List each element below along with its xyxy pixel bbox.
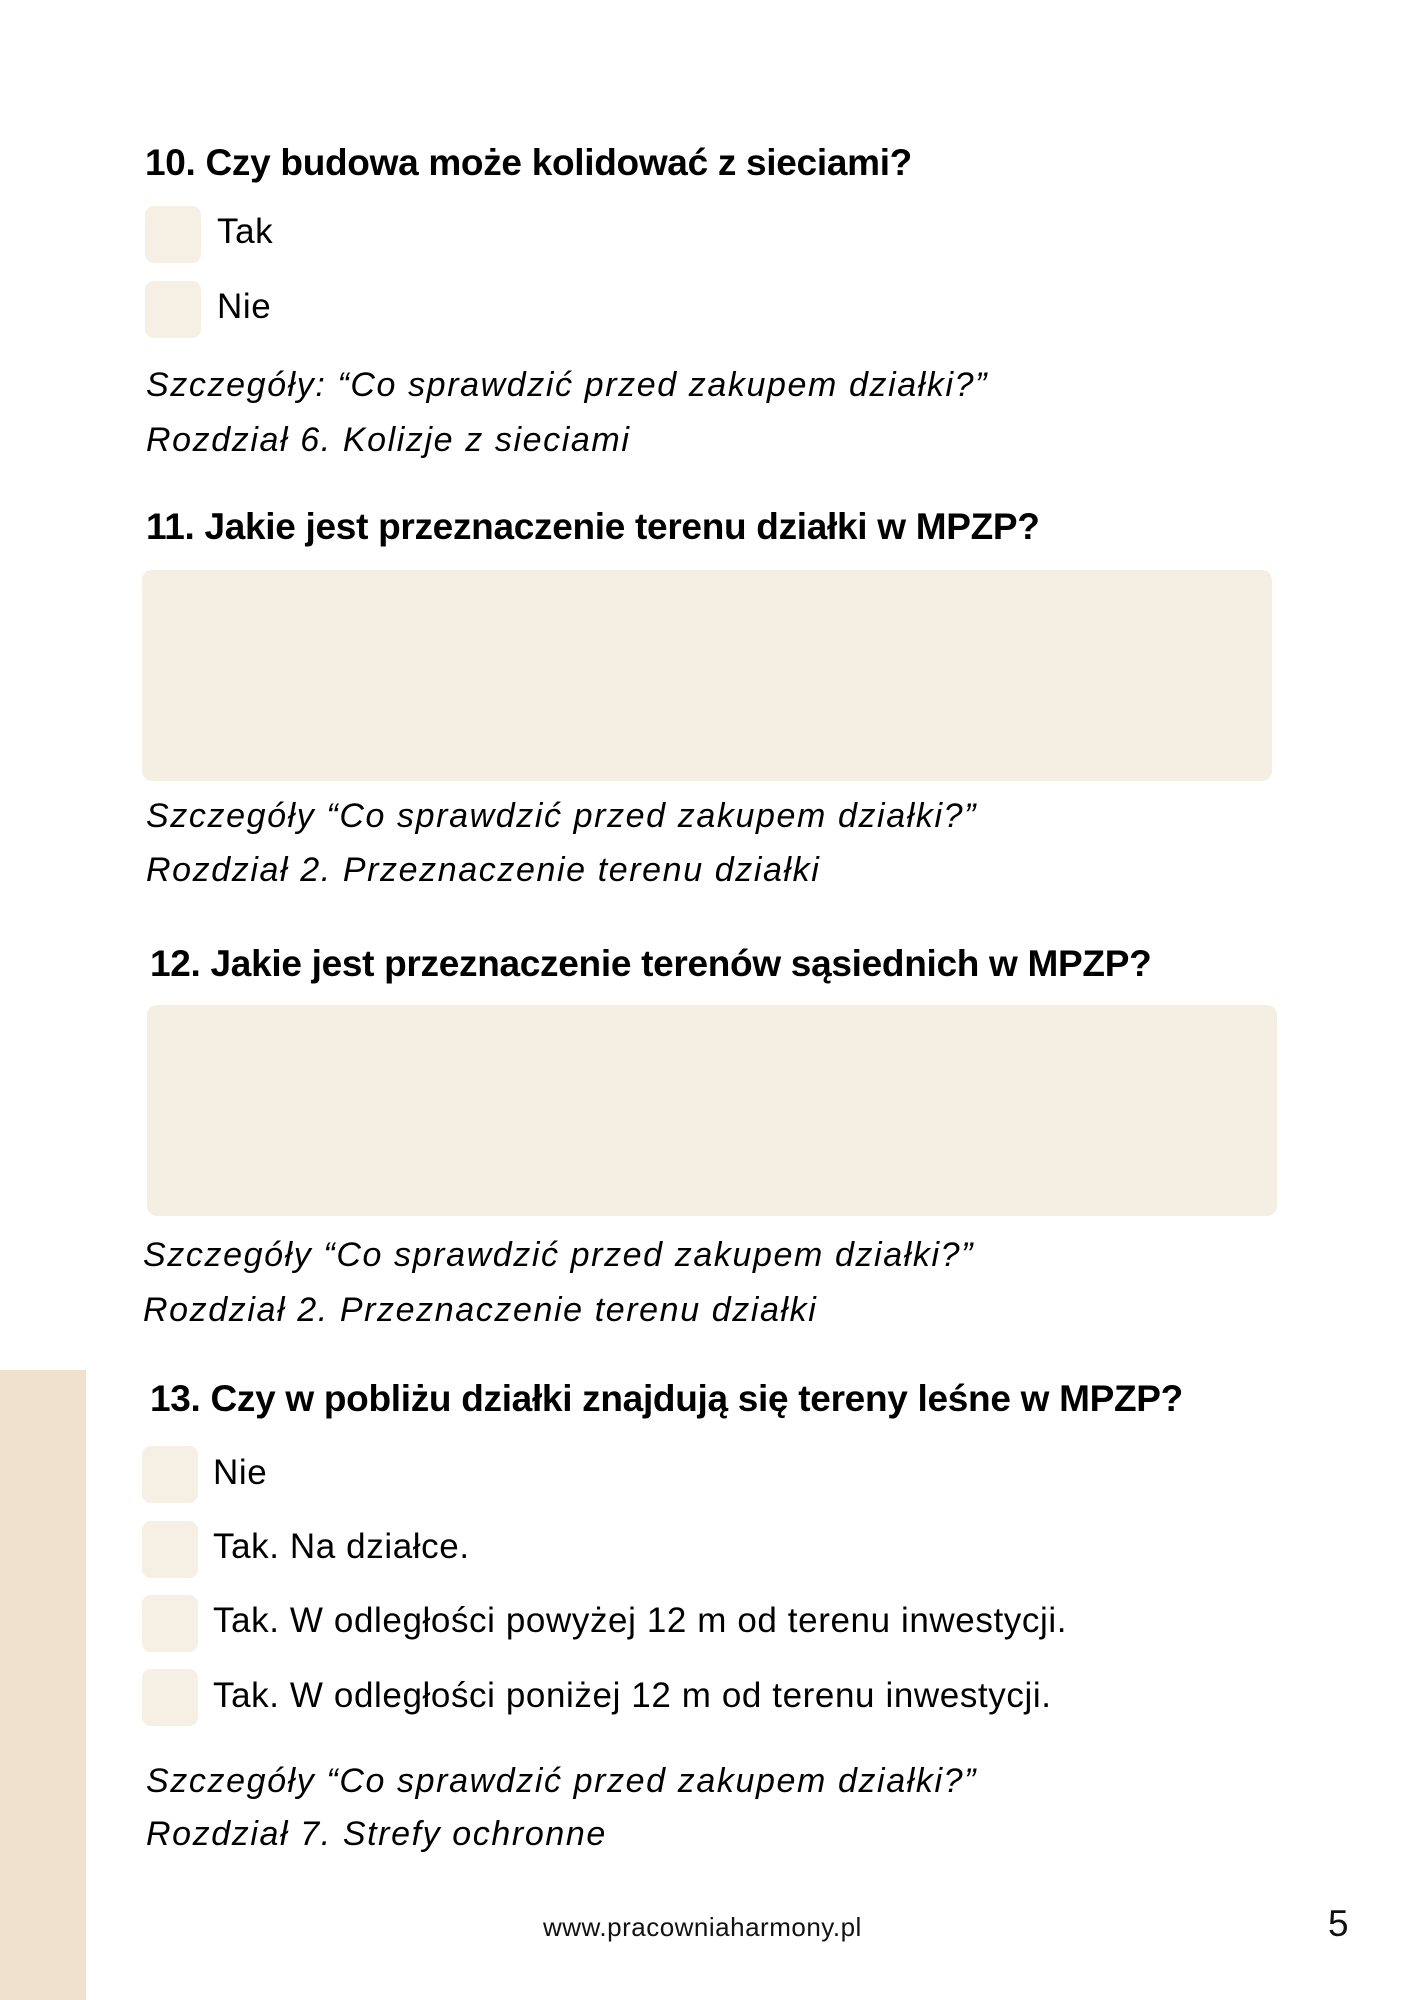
question-10-details-line-1: Szczegóły: “Co sprawdzić przed zakupem działki?” [146,366,989,404]
checkbox-q10-nie[interactable] [145,281,201,338]
answer-box-q12[interactable] [147,1005,1277,1216]
question-10-details-line-2: Rozdział 6. Kolizje z sieciami [146,421,631,459]
checkbox-q10-tak[interactable] [145,206,201,263]
option-label-q13-na-dzialce: Tak. Na działce. [213,1527,470,1566]
question-11-title: 11. Jakie jest przeznaczenie terenu działki w MPZP? [146,506,1040,547]
question-11-details-line-1: Szczegóły “Co sprawdzić przed zakupem działki?” [146,797,978,835]
page-number: 5 [1328,1903,1349,1944]
question-11-details-line-2: Rozdział 2. Przeznaczenie terenu działki [146,851,821,889]
option-label-q13-powyzej-12m: Tak. W odległości powyżej 12 m od terenu inwestycji. [213,1601,1068,1640]
footer-website-link[interactable]: www.pracowniaharmony.pl [543,1912,862,1942]
checkbox-q13-powyzej-12m[interactable] [142,1595,198,1652]
checkbox-q13-ponizej-12m[interactable] [142,1669,198,1726]
answer-box-q11[interactable] [142,570,1272,781]
question-10-title: 10. Czy budowa może kolidować z sieciami? [145,142,912,183]
checkbox-q13-nie[interactable] [142,1446,198,1503]
decorative-side-strip [0,1370,86,2000]
option-label-q13-ponizej-12m: Tak. W odległości poniżej 12 m od terenu inwestycji. [213,1676,1052,1715]
question-12-details-line-2: Rozdział 2. Przeznaczenie terenu działki [143,1291,818,1329]
option-label-q13-nie: Nie [213,1453,268,1492]
question-13-title: 13. Czy w pobliżu działki znajdują się tereny leśne w MPZP? [150,1378,1183,1419]
option-label-q10-tak: Tak [217,212,274,251]
option-label-q10-nie: Nie [217,287,272,326]
question-13-details-line-2: Rozdział 7. Strefy ochronne [146,1815,607,1853]
checkbox-q13-na-dzialce[interactable] [142,1521,198,1578]
question-12-details-line-1: Szczegóły “Co sprawdzić przed zakupem działki?” [143,1236,975,1274]
question-12-title: 12. Jakie jest przeznaczenie terenów sąsiednich w MPZP? [150,943,1152,984]
question-13-details-line-1: Szczegóły “Co sprawdzić przed zakupem działki?” [146,1762,978,1800]
